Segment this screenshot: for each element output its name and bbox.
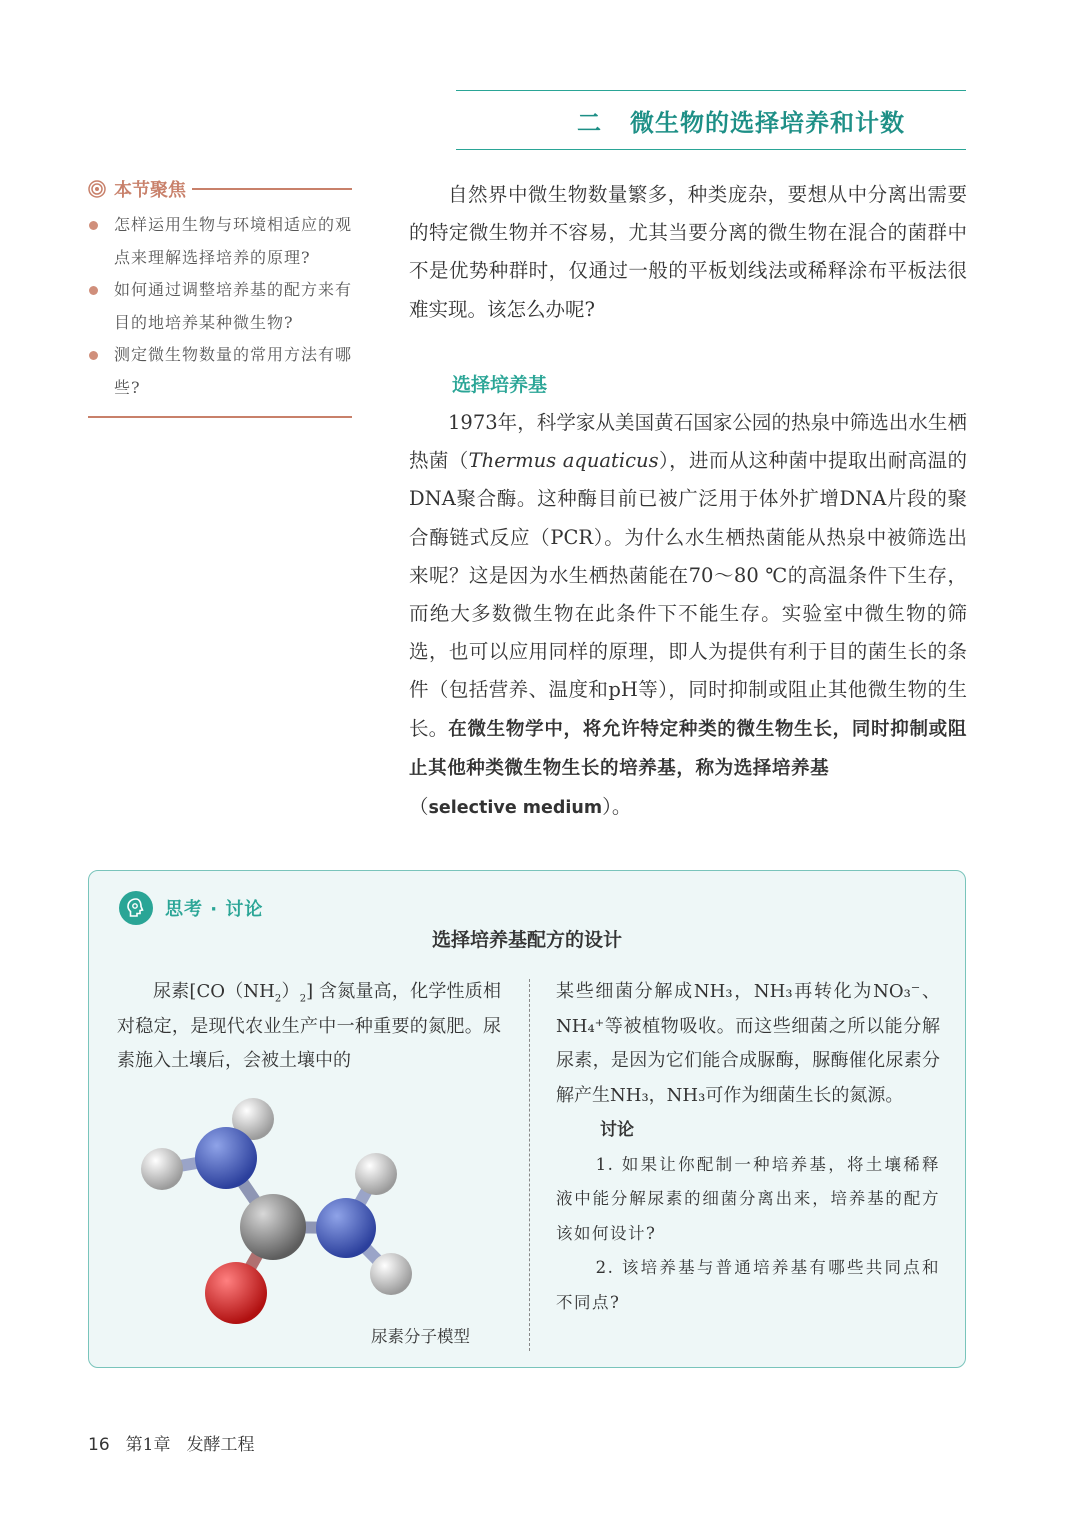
page-number: 16 <box>88 1435 110 1455</box>
focus-list <box>88 209 352 404</box>
term-line <box>409 788 967 827</box>
discussion-title: 选择培养基配方的设计 <box>431 929 622 951</box>
discussion-box <box>88 870 966 1368</box>
chapter-title: 发酵工程 <box>186 1435 255 1455</box>
discussion-question: 1. 如果让你配制一种培养基，将土壤稀释液中能分解尿素的细菌分离出来，培养基的配方该如何设计? <box>556 1154 940 1243</box>
urea-sub-2: 2 <box>299 993 307 1005</box>
molecule-caption: 尿素分子模型 <box>371 1327 470 1346</box>
urea-molecule-image <box>129 1081 429 1341</box>
bacteria-paragraph: 某些细菌分解成NH₃，NH₃再转化为NO₃⁻、NH₄⁺等被植物吸收。而这些细菌之所以能分解尿素，是因为它们能合成脲酶，脲酶催化尿素分解产生NH₃，NH₃可作为细菌生长的氮源。 <box>556 981 940 1106</box>
urea-sub-1: 2 <box>274 993 282 1005</box>
lightbulb-head-icon <box>119 891 153 925</box>
subsection-body <box>409 404 967 788</box>
discussion-header <box>119 891 263 925</box>
focus-divider <box>192 188 352 190</box>
term-close: ）。 <box>602 795 632 819</box>
discussion-left-text <box>117 975 501 1079</box>
subsection-title: 选择培养基 <box>452 374 548 396</box>
page-footer <box>88 1430 254 1455</box>
urea-intro <box>117 975 501 1079</box>
section-title-text: 微生物的选择培养和计数 <box>630 108 905 137</box>
subsection-paragraph <box>409 404 967 827</box>
section-number: 二 <box>577 108 602 137</box>
term-english: selective medium <box>428 798 603 819</box>
discussion-question: 2. 该培养基与普通培养基有哪些共同点和不同点? <box>556 1258 940 1312</box>
chapter-number: 第1章 <box>125 1435 171 1455</box>
subsection-text-b: ），进而从这种菌中提取出耐高温的DNA聚合酶。这种酶目前已被广泛用于体外扩增DNA片段的聚合酶链式反应（PCR）。为什么水生栖热菌能从热泉中被筛选出来呢？这是因为水生栖热菌能在70～80 ℃的高温条件下生存，而绝大多数微生物在此条件下不能生存。实验室中微生物的筛选，也可以应用同样的原理，即人为提供有利于目的菌生长的条件（包括营养、温度和pH等），同时抑制或阻止其他微生物的生长。 <box>409 449 967 740</box>
section-title <box>577 103 905 138</box>
term-open: （ <box>409 795 429 819</box>
urea-text-c: ] 含氮量高，化学性质相对稳定，是现代农业生产中一种重要的氮肥。尿素施入土壤后，会被土壤中的 <box>117 981 501 1071</box>
discuss-heading: 讨论 <box>600 1120 634 1140</box>
section-title-band <box>456 90 966 150</box>
intro-text: 自然界中微生物数量繁多，种类庞杂，要想从中分离出需要的特定微生物并不容易，尤其当要分离的微生物在混合的菌群中不是优势种群时，仅通过一般的平板划线法或稀释涂布平板法很难实现。该怎么办呢? <box>409 183 967 321</box>
discussion-label: 思考 · 讨论 <box>165 899 264 920</box>
species-name: Thermus aquaticus <box>468 449 659 473</box>
urea-text-b: ） <box>281 981 300 1002</box>
subsection-text-a: 1973年，科学家从美国黄石国家公园的热泉中筛选出水生栖热菌（ <box>409 411 967 473</box>
urea-text-a: 尿素[CO（NH <box>153 981 275 1002</box>
column-divider <box>529 979 530 1351</box>
intro-paragraph <box>409 176 967 329</box>
focus-sidebar <box>88 175 352 418</box>
focus-item: 如何通过调整培养基的配方来有目的地培养某种微生物? <box>88 274 352 339</box>
focus-item: 怎样运用生物与环境相适应的观点来理解选择培养的原理? <box>88 209 352 274</box>
definition-text: 在微生物学中，将允许特定种类的微生物生长，同时抑制或阻止其他种类微生物生长的培养基，称为选择培养基 <box>409 718 967 779</box>
focus-header <box>88 175 352 203</box>
focus-item: 测定微生物数量的常用方法有哪些? <box>88 339 352 404</box>
focus-bottom-divider <box>88 416 352 418</box>
focus-title: 本节聚焦 <box>114 180 186 201</box>
discussion-right-text <box>556 975 940 1320</box>
target-icon <box>88 180 106 198</box>
